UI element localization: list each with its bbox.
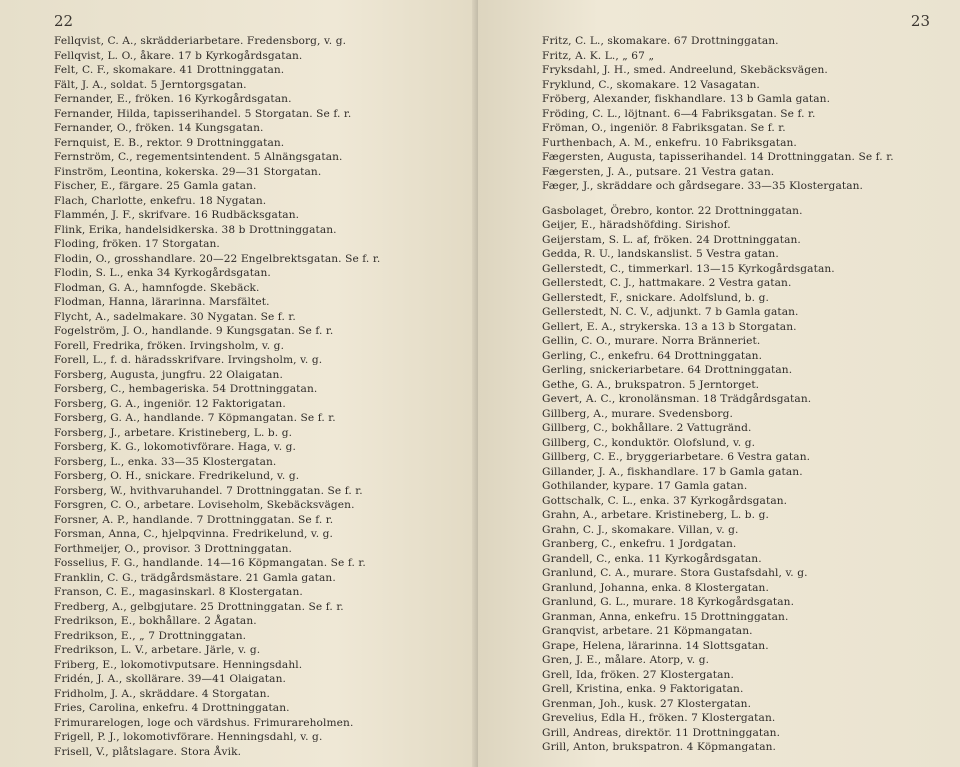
directory-entry: Grill, Anton, brukspatron. 4 Köpmangatan. — [542, 741, 777, 753]
directory-entry: Flodman, Hanna, lärarinna. Marsfältet. — [54, 296, 270, 308]
directory-entry: Gedda, R. U., landskanslist. 5 Vestra gatan. — [542, 248, 779, 260]
directory-entry: Gren, J. E., målare. Atorp, v. g. — [542, 654, 710, 666]
directory-entry: Forell, L., f. d. häradsskrifvare. Irvingsholm, v. g. — [54, 354, 323, 366]
directory-entry: Gellert, E. A., strykerska. 13 a 13 b Storgatan. — [542, 320, 797, 333]
directory-entry: Gottschalk, C. L., enka. 37 Kyrkogårdsgatan. — [542, 494, 788, 507]
directory-entry: Finström, Leontina, kokerska. 29—31 Storgatan. — [54, 165, 322, 178]
directory-entry: Fernander, E., fröken. 16 Kyrkogårdsgatan. — [54, 93, 292, 105]
directory-entry: Fröding, C. L., löjtnant. 6—4 Fabriksgatan. Se f. r. — [542, 107, 816, 120]
directory-entry: Granman, Anna, enkefru. 15 Drottninggatan. — [542, 610, 789, 623]
directory-entry: Fritz, C. L., skomakare. 67 Drottninggatan. — [542, 35, 779, 47]
directory-entry: Gerling, C., enkefru. 64 Drottninggatan. — [542, 349, 763, 362]
directory-entry: Forsberg, K. G., lokomotivförare. Haga, v. g. — [54, 441, 296, 453]
directory-entry: Geijerstam, S. L. af, fröken. 24 Drottninggatan. — [542, 233, 801, 246]
right-page — [478, 0, 960, 767]
directory-entry: Granberg, C., enkefru. 1 Jordgatan. — [542, 538, 737, 550]
directory-entry: Fritz, A. K. L., „ 67 „ — [542, 49, 655, 62]
directory-entry: Franson, C. E., magasinskarl. 8 Klostergatan. — [54, 586, 303, 598]
directory-entry: Fernström, C., regementsintendent. 5 Alnängsgatan. — [54, 151, 343, 163]
directory-entry: Grahn, C. J., skomakare. Villan, v. g. — [542, 523, 739, 536]
directory-entry: Fernquist, E. B., rektor. 9 Drottninggatan. — [54, 136, 285, 149]
directory-entry: Furthenbach, A. M., enkefru. 10 Fabriksgatan. — [542, 136, 797, 149]
directory-entry: Fellqvist, C. A., skrädderiarbetare. Fredensborg, v. g. — [54, 35, 347, 47]
directory-entry: Fredrikson, E., bokhållare. 2 Ågatan. — [54, 615, 257, 627]
directory-entry: Gellin, C. O., murare. Norra Bränneriet. — [542, 335, 761, 347]
directory-entry: Gevert, A. C., kronolänsman. 18 Trädgårdsgatan. — [542, 393, 812, 405]
directory-entry: Forsner, A. P., handlande. 7 Drottninggatan. Se f. r. — [54, 513, 334, 526]
directory-entry: Grevelius, Edla H., fröken. 7 Klostergatan. — [542, 712, 776, 724]
directory-entry: Fosselius, F. G., handlande. 14—16 Köpmangatan. Se f. r. — [54, 557, 366, 569]
directory-entry: Forsberg, O. H., snickare. Fredrikelund, v. g. — [54, 470, 300, 482]
directory-entry: Grandell, C., enka. 11 Kyrkogårdsgatan. — [542, 552, 762, 565]
directory-entry: Forsman, Anna, C., hjelpqvinna. Fredrikelund, v. g. — [54, 528, 334, 540]
directory-entry: Gellerstedt, N. C. V., adjunkt. 7 b Gamla gatan. — [542, 306, 799, 318]
directory-entry: Fredrikson, L. V., arbetare. Järle, v. g. — [54, 644, 261, 656]
directory-entry: Fredberg, A., gelbgjutare. 25 Drottninggatan. Se f. r. — [54, 600, 344, 613]
directory-entry: Fægersten, Augusta, tapisserihandel. 14 Drottninggatan. Se f. r. — [542, 151, 894, 163]
directory-entry: Fryksdahl, J. H., smed. Andreelund, Skebäcksvägen. — [542, 64, 828, 76]
directory-entry: Grell, Ida, fröken. 27 Klostergatan. — [542, 668, 734, 681]
directory-entry: Frigell, P. J., lokomotivförare. Henningsdahl, v. g. — [54, 731, 323, 743]
directory-entry: Grenman, Joh., kusk. 27 Klostergatan. — [542, 697, 752, 710]
directory-entry: Friberg, E., lokomotivputsare. Henningsdahl. — [54, 658, 303, 671]
page-number-left: 22 — [54, 12, 74, 30]
directory-entry: Forsberg, Augusta, jungfru. 22 Olaigatan. — [54, 368, 283, 381]
directory-entry: Gethe, G. A., brukspatron. 5 Jerntorget. — [542, 378, 760, 391]
directory-entry: Gillberg, C., bokhållare. 2 Vattugränd. — [542, 422, 752, 434]
directory-entry: Gerling, snickeriarbetare. 64 Drottninggatan. — [542, 364, 793, 376]
directory-entry: Granlund, C. A., murare. Stora Gustafsdahl, v. g. — [542, 567, 808, 579]
directory-entry: Geijer, E., häradshöfding. Sirishof. — [542, 219, 731, 231]
directory-entry: Fröberg, Alexander, fiskhandlare. 13 b Gamla gatan. — [542, 93, 831, 105]
directory-entry: Flammén, J. F., skrifvare. 16 Rudbäcksgatan. — [54, 209, 300, 221]
directory-entry: Granlund, G. L., murare. 18 Kyrkogårdsgatan. — [542, 596, 795, 608]
directory-entry: Franklin, C. G., trädgårdsmästare. 21 Gamla gatan. — [54, 571, 336, 584]
directory-entry: Forell, Fredrika, fröken. Irvingsholm, v. g. — [54, 339, 285, 352]
directory-entry: Fridén, J. A., skollärare. 39—41 Olaigatan. — [54, 673, 286, 685]
directory-entry: Forsberg, G. A., handlande. 7 Köpmangatan. Se f. r. — [54, 412, 336, 424]
page-number-right: 23 — [910, 12, 930, 30]
directory-entry: Forsberg, G. A., ingeniör. 12 Faktorigatan. — [54, 397, 286, 410]
directory-entry: Fält, J. A., soldat. 5 Jerntorgsgatan. — [54, 78, 247, 91]
directory-entry: Grahn, A., arbetare. Kristineberg, L. b. g. — [542, 509, 769, 521]
directory-entry: Gellerstedt, C. J., hattmakare. 2 Vestra gatan. — [542, 277, 792, 289]
directory-entry: Grell, Kristina, enka. 9 Faktorigatan. — [542, 683, 744, 695]
directory-entry: Fridholm, J. A., skräddare. 4 Storgatan. — [54, 687, 270, 700]
directory-list-right — [542, 34, 930, 755]
directory-entry: Gillberg, A., murare. Svedensborg. — [542, 407, 733, 420]
directory-entry: Fægersten, J. A., putsare. 21 Vestra gatan. — [542, 165, 775, 178]
directory-entry: Flink, Erika, handelsidkerska. 38 b Drottninggatan. — [54, 223, 337, 236]
directory-entry: Forsberg, W., hvithvaruhandel. 7 Drottninggatan. Se f. r. — [54, 484, 363, 497]
directory-entry: Granlund, Johanna, enka. 8 Klostergatan. — [542, 581, 769, 594]
directory-entry: Fredrikson, E., „ 7 Drottninggatan. — [54, 629, 247, 642]
directory-entry: Floding, fröken. 17 Storgatan. — [54, 238, 220, 250]
directory-entry: Forthmeijer, O., provisor. 3 Drottninggatan. — [54, 542, 293, 555]
directory-entry: Gothilander, kypare. 17 Gamla gatan. — [542, 480, 748, 492]
directory-entry: Felt, C. F., skomakare. 41 Drottninggatan. — [54, 64, 285, 76]
directory-entry: Forsberg, L., enka. 33—35 Klostergatan. — [54, 455, 277, 468]
directory-entry: Gillberg, C. E., bryggeriarbetare. 6 Vestra gatan. — [542, 451, 811, 463]
directory-entry: Fernander, O., fröken. 14 Kungsgatan. — [54, 122, 264, 134]
directory-entry: Gellerstedt, F., snickare. Adolfslund, b. g. — [542, 291, 769, 304]
directory-entry: Flodin, O., grosshandlare. 20—22 Engelbrektsgatan. Se f. r. — [54, 252, 381, 265]
directory-entry: Fischer, E., färgare. 25 Gamla gatan. — [54, 180, 257, 192]
directory-entry: Fellqvist, L. O., åkare. 17 b Kyrkogårdsgatan. — [54, 49, 303, 62]
directory-entry: Fries, Carolina, enkefru. 4 Drottninggatan. — [54, 702, 290, 714]
directory-entry: Grill, Andreas, direktör. 11 Drottninggatan. — [542, 726, 781, 739]
directory-entry: Gellerstedt, C., timmerkarl. 13—15 Kyrkogårdsgatan. — [542, 262, 835, 275]
directory-entry: Grape, Helena, lärarinna. 14 Slottsgatan. — [542, 639, 769, 652]
directory-list-left — [54, 34, 470, 759]
directory-entry: Flach, Charlotte, enkefru. 18 Nygatan. — [54, 194, 267, 207]
directory-entry: Flycht, A., sadelmakare. 30 Nygatan. Se f. r. — [54, 310, 296, 323]
directory-entry: Flodman, G. A., hamnfogde. Skebäck. — [54, 281, 260, 294]
directory-entry: Flodin, S. L., enka 34 Kyrkogårdsgatan. — [54, 267, 271, 279]
directory-entry: Fæger, J., skräddare och gårdsegare. 33—35 Klostergatan. — [542, 180, 864, 192]
directory-entry: Forsberg, C., hembageriska. 54 Drottninggatan. — [54, 383, 318, 395]
directory-entry: Forsgren, C. O., arbetare. Loviseholm, Skebäcksvägen. — [54, 499, 355, 511]
directory-entry: Forsberg, J., arbetare. Kristineberg, L. b. g. — [54, 426, 293, 439]
directory-entry: Gasbolaget, Örebro, kontor. 22 Drottninggatan. — [542, 204, 803, 217]
directory-entry: Gillander, J. A., fiskhandlare. 17 b Gamla gatan. — [542, 465, 803, 478]
directory-entry: Frimurarelogen, loge och värdshus. Frimurareholmen. — [54, 716, 354, 729]
left-page — [0, 0, 478, 767]
directory-entry: Fogelström, J. O., handlande. 9 Kungsgatan. Se f. r. — [54, 325, 334, 337]
directory-entry: Fernander, Hilda, tapisserihandel. 5 Storgatan. Se f. r. — [54, 107, 352, 120]
directory-entry: Granqvist, arbetare. 21 Köpmangatan. — [542, 625, 753, 637]
directory-entry: Fryklund, C., skomakare. 12 Vasagatan. — [542, 78, 760, 91]
directory-entry: Frisell, V., plåtslagare. Stora Åvik. — [54, 745, 242, 758]
directory-entry: Fröman, O., ingeniör. 8 Fabriksgatan. Se f. r. — [542, 122, 786, 134]
directory-entry: Gillberg, C., konduktör. Olofslund, v. g. — [542, 436, 756, 449]
